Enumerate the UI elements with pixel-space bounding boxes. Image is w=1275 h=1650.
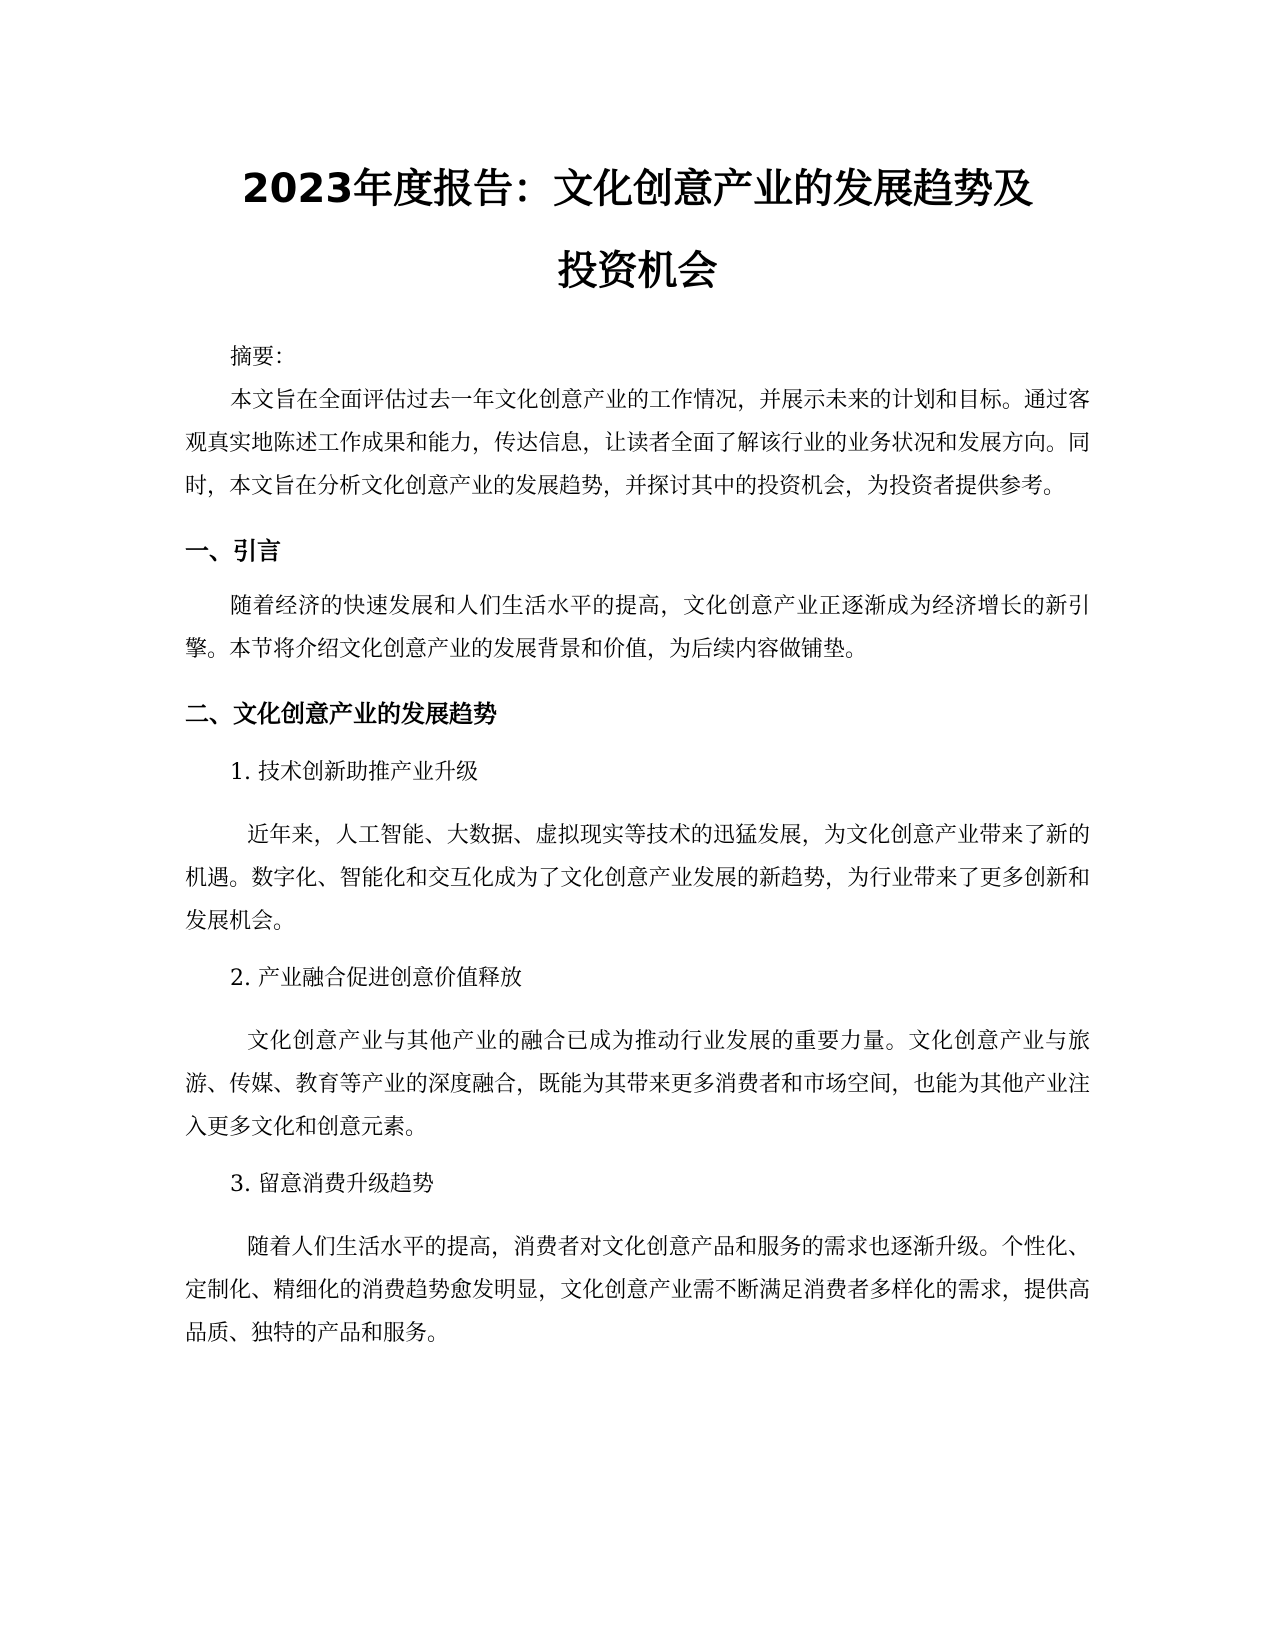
subsection-title: 3. 留意消费升级趋势 <box>230 1172 434 1197</box>
subsection-title: 2. 产业融合促进创意价值释放 <box>230 966 522 991</box>
section-heading-introduction: 一、引言 <box>185 537 281 565</box>
subsection-paragraph: 文化创意产业与其他产业的融合已成为推动行业发展的重要力量。文化创意产业与旅游、传媒、教育等产业的深度融合，既能为其带来更多消费者和市场空间，也能为其他产业注入更多文化和创意元素。 <box>185 1029 1090 1140</box>
abstract-paragraph: 本文旨在全面评估过去一年文化创意产业的工作情况，并展示未来的计划和目标。通过客观真实地陈述工作成果和能力，传达信息，让读者全面了解该行业的业务状况和发展方向。同时，本文旨在分析文化创意产业的发展趋势，并探讨其中的投资机会，为投资者提供参考。 <box>185 388 1090 499</box>
document-page <box>185 148 1090 1355</box>
title-line-2: 投资机会 <box>557 248 718 294</box>
section-heading-trends: 二、文化创意产业的发展趋势 <box>185 700 497 728</box>
subsection-paragraph: 随着人们生活水平的提高，消费者对文化创意产品和服务的需求也逐渐升级。个性化、定制化、精细化的消费趋势愈发明显，文化创意产业需不断满足消费者多样化的需求，提供高品质、独特的产品和服务。 <box>185 1235 1090 1346</box>
title-line-1: 2023年度报告：文化创意产业的发展趋势及 <box>241 166 1034 212</box>
abstract-label: 摘要： <box>230 345 297 370</box>
document-title <box>185 148 1090 312</box>
subsection-paragraph: 近年来，人工智能、大数据、虚拟现实等技术的迅猛发展，为文化创意产业带来了新的机遇。数字化、智能化和交互化成为了文化创意产业发展的新趋势，为行业带来了更多创新和发展机会。 <box>185 823 1090 934</box>
subsection-title: 1. 技术创新助推产业升级 <box>230 760 478 785</box>
introduction-paragraph: 随着经济的快速发展和人们生活水平的提高，文化创意产业正逐渐成为经济增长的新引擎。本节将介绍文化创意产业的发展背景和价值，为后续内容做铺垫。 <box>185 594 1090 662</box>
